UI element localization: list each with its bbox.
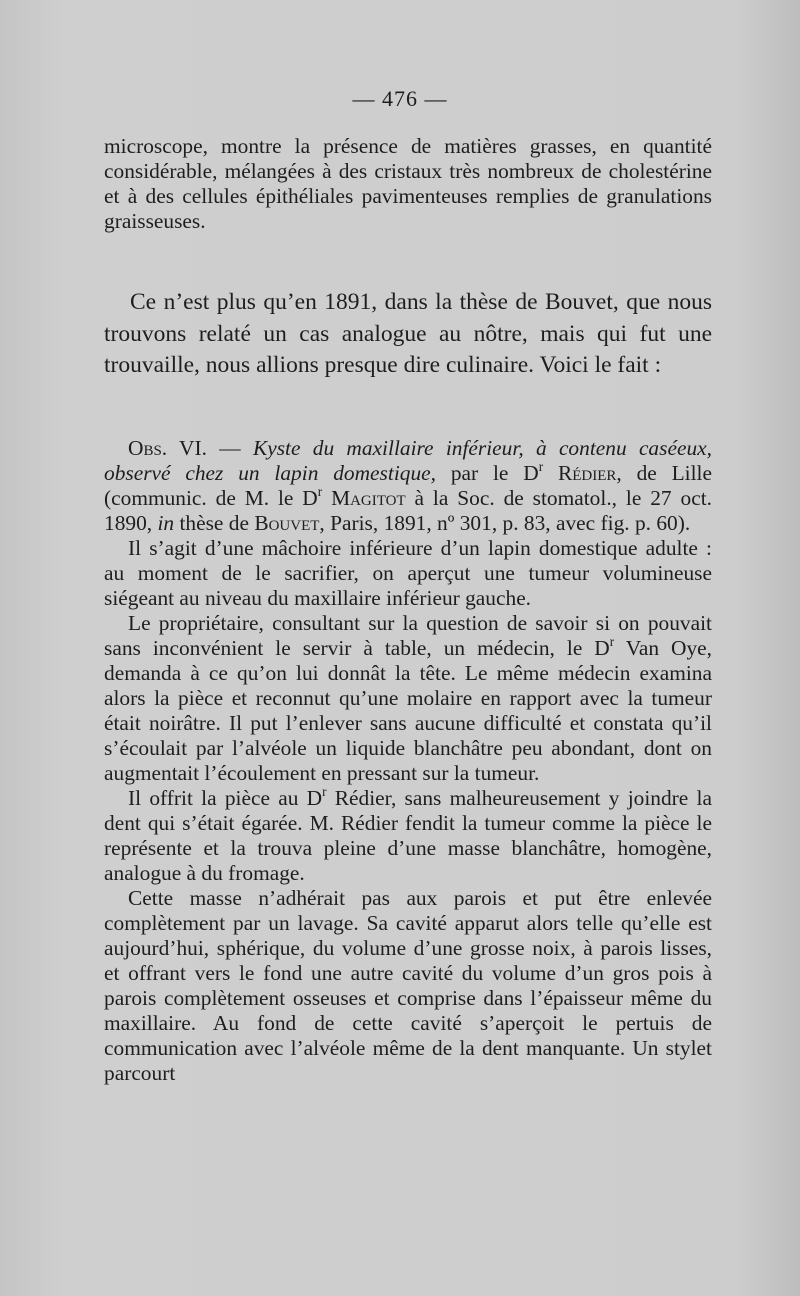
- author-name: Rédier: [557, 461, 617, 485]
- continuation-text-block: [104, 134, 712, 234]
- observation-title: Kyste du maxillaire inférieur, à contenu caséeux, observé chez un lapin domestique,: [104, 436, 712, 485]
- body-paragraph-2: Le propriétaire, consultant sur la question de savoir si on pouvait sans inconvénient le servir à table, un médecin, le $D^r$ Van Oye, demanda à ce qu’on lui donnât la tête. Le même médecin examina alors la pièce et reconnut qu’une molaire en rapport avec la tumeur était noirâtre. Il put l’enlever sans aucune difficulté et constata qu’il s’écoulait par l’alvéole un liquide blanchâtre peu abondant, dont on augmentait l’écoulement en pressant sur la tumeur.: [104, 611, 712, 785]
- observation-label: Obs. VI. —: [128, 436, 241, 460]
- intro-text-block: [104, 287, 712, 382]
- observation-block: [104, 436, 712, 1086]
- observation-heading: Obs. VI. — Kyste du maxillaire inférieur, à contenu caséeux, observé chez un lapin domestique, par le $D^r$ Rédier, de Lille (communic. de M. le $D^r$ Magitot à la Soc. de stomatol., le 27 oct. 1890, in thèse de Bouvet, Paris, 1891, nº 301, p. 83, avec fig. p. 60).: [104, 436, 712, 535]
- continuation-paragraph: microscope, montre la présence de matières grasses, en quantité considérable, mélangées à des cristaux très nombreux de cholestérine et à des cellules épithéliales pavimenteuses remplies de granulations graisseuses.: [104, 134, 712, 233]
- body-paragraph-3: Il offrit la pièce au $D^r$ Rédier, sans malheureusement y joindre la dent qui s’était égarée. M. Rédier fendit la tumeur comme la pièce le représente et la trouva pleine d’une masse blanchâtre, homogène, analogue à du fromage.: [104, 783, 712, 885]
- intro-paragraph: Ce n’est plus qu’en 1891, dans la thèse de Bouvet, que nous trouvons relaté un cas analogue au nôtre, mais qui fut une trouvaille, nous allions presque dire culinaire. Voici le fait :: [104, 289, 712, 378]
- body-paragraph-4: Cette masse n’adhérait pas aux parois et put être enlevée complètement par un lavage. Sa cavité apparut alors telle qu’elle est aujourd’hui, sphérique, du volume d’une grosse noix, à parois lisses, et offrant vers le fond une autre cavité du volume d’un gros pois à parois complètement osseuses et comprise dans l’épaisseur même du maxillaire. Au fond de cette cavité s’aperçoit le pertuis de communication avec l’alvéole même de la dent manquante. Un stylet parcourt: [104, 886, 712, 1085]
- body-paragraph-1: Il s’agit d’une mâchoire inférieure d’un lapin domestique adulte : au moment de le sacrifier, on aperçut une tumeur volumineuse siégeant au niveau du maxillaire inférieur gauche.: [104, 536, 712, 610]
- page-number: — 476 —: [352, 86, 448, 111]
